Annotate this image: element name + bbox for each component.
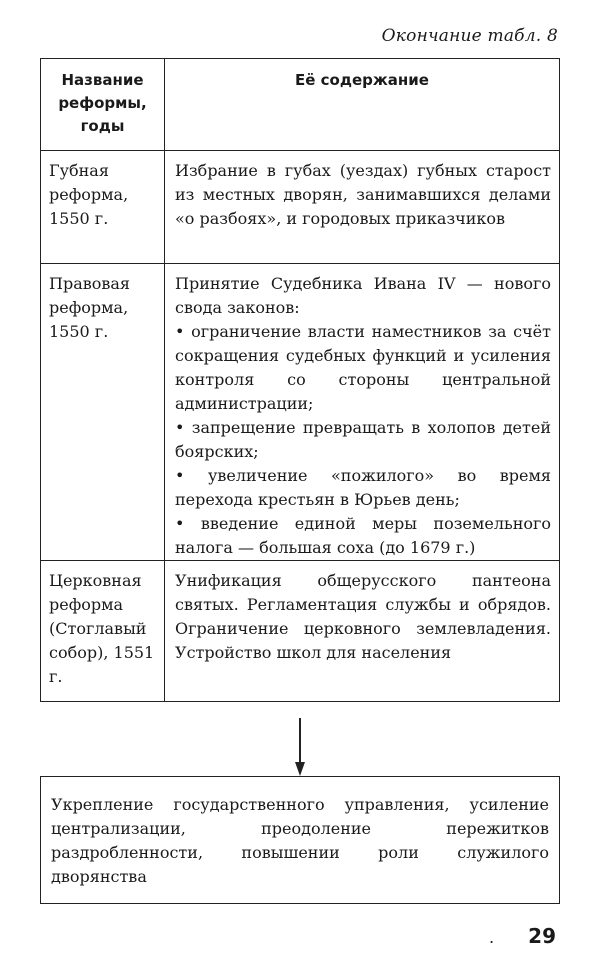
arrow-down-icon bbox=[295, 762, 305, 776]
reforms-table bbox=[40, 58, 560, 702]
flow-arrow-line bbox=[299, 718, 301, 764]
page-number: 29 bbox=[528, 924, 556, 948]
reform-bullet: • ограничение власти наместников за счёт сокращения судебных функций и усиления контроля со стороны центральной администрации; bbox=[175, 322, 551, 413]
reform-bullet: • увеличение «пожилого» во время перехода крестьян в Юрьев день; bbox=[175, 466, 551, 509]
result-box: Укрепление государственного управления, усиление централизации, преодоление пережитков раздробленности, повышении роли служилого дворянства bbox=[40, 776, 560, 904]
table-row bbox=[41, 264, 560, 561]
continuation-label: Окончание табл. 8 bbox=[381, 26, 558, 46]
column-header-reform: Название реформы, годы bbox=[41, 59, 165, 151]
reform-content: Унификация общерусского пантеона святых. Регламентация службы и обрядов. Ограничение церковного землевладения. Устройство школ для населения bbox=[165, 561, 560, 702]
table-header-row bbox=[41, 59, 560, 151]
reform-name: Церковная реформа (Стоглавый собор), 1551 г. bbox=[41, 561, 165, 702]
reform-bullet: • запрещение превращать в холопов детей боярских; bbox=[175, 418, 551, 461]
reform-name: Губная реформа, 1550 г. bbox=[41, 151, 165, 264]
reform-bullet: • введение единой меры поземельного налога — большая соха (до 1679 г.) bbox=[175, 514, 551, 557]
reform-content: Избрание в губах (уездах) губных старост из местных дворян, занимавшихся делами «о разбоях», и городовых приказчиков bbox=[165, 151, 560, 264]
reform-content bbox=[165, 264, 560, 561]
page-dot: . bbox=[489, 928, 495, 947]
table-row bbox=[41, 151, 560, 264]
column-header-content: Её содержание bbox=[165, 59, 560, 151]
reform-name: Правовая реформа, 1550 г. bbox=[41, 264, 165, 561]
table-row bbox=[41, 561, 560, 702]
reform-intro: Принятие Судебника Ивана IV — нового свода законов: bbox=[175, 274, 551, 317]
